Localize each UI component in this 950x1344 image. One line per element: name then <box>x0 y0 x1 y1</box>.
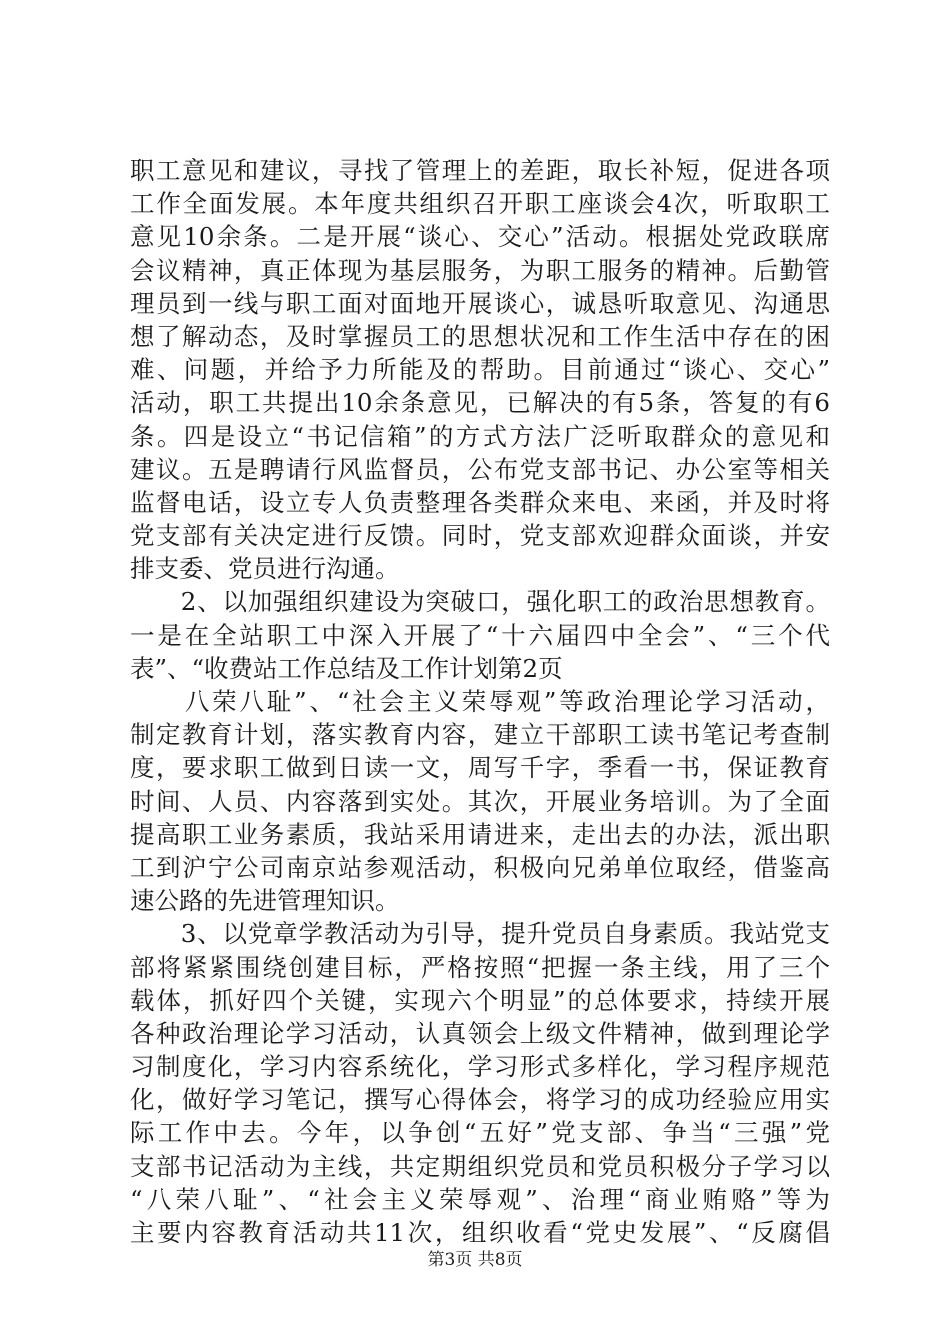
text-line: 习制度化，学习内容系统化，学习形式多样化，学习程序规范 <box>130 1052 830 1082</box>
text-line: 监督电话，设立专人负责整理各类群众来电、来函，并及时将 <box>130 487 830 517</box>
text-line: 想了解动态，及时掌握员工的思想状况和工作生活中存在的困 <box>130 321 830 351</box>
text-line: 度，要求职工做到日读一文，周写千字，季看一书，保证教育 <box>130 753 830 783</box>
text-line: 时间、人员、内容落到实处。其次，开展业务培训。为了全面 <box>130 786 830 816</box>
document-body <box>130 154 830 1249</box>
text-line: 部将紧紧围绕创建目标，严格按照“把握一条主线，用了三个 <box>130 952 830 982</box>
text-line: 支部书记活动为主线，共定期组织党员和党员积极分子学习以 <box>130 1151 830 1181</box>
text-line: 活动，职工共提出10余条意见，已解决的有5条，答复的有6 <box>130 388 830 418</box>
text-line: 提高职工业务素质，我站采用请进来，走出去的办法，派出职 <box>130 819 830 849</box>
text-line: “八荣八耻”、“社会主义荣辱观”、治理“商业贿赂”等为 <box>130 1184 830 1214</box>
text-line: 表”、“收费站工作总结及工作计划第2页 <box>130 653 563 683</box>
text-line: 理员到一线与职工面对面地开展谈心，诚恳听取意见、沟通思 <box>130 288 830 318</box>
text-line: 化，做好学习笔记，撰写心得体会，将学习的成功经验应用实 <box>130 1085 830 1115</box>
text-line: 际工作中去。今年，以争创“五好”党支部、争当“三强”党 <box>130 1118 830 1148</box>
text-line: 3、以党章学教活动为引导，提升党员自身素质。我站党支 <box>130 919 830 949</box>
text-line: 八荣八耻”、“社会主义荣辱观”等政治理论学习活动， <box>130 687 830 716</box>
text-line: 党支部有关决定进行反馈。同时，党支部欢迎群众面谈，并安 <box>130 521 830 551</box>
text-line: 条。四是设立“书记信箱”的方式方法广泛听取群众的意见和 <box>130 421 830 451</box>
text-line: 2、以加强组织建设为突破口，强化职工的政治思想教育。 <box>130 587 830 617</box>
text-line: 各种政治理论学习活动，认真领会上级文件精神，做到理论学 <box>130 1018 830 1048</box>
text-line: 工到沪宁公司南京站参观活动，积极向兄弟单位取经，借鉴高 <box>130 852 830 882</box>
text-line: 会议精神，真正体现为基层服务，为职工服务的精神。后勤管 <box>130 255 830 285</box>
text-line: 主要内容教育活动共11次，组织收看“党史发展”、“反腐倡 <box>130 1218 830 1247</box>
text-line: 一是在全站职工中深入开展了“十六届四中全会”、“三个代 <box>130 620 830 650</box>
text-line: 速公路的先进管理知识。 <box>130 886 400 916</box>
text-line: 载体，抓好四个关键，实现六个明显”的总体要求，持续开展 <box>130 985 830 1015</box>
text-line: 意见10余条。二是开展“谈心、交心”活动。根据处党政联席 <box>130 222 830 252</box>
text-line: 制定教育计划，落实教育内容，建立干部职工读书笔记考查制 <box>130 720 830 750</box>
text-line: 建议。五是聘请行风监督员，公布党支部书记、办公室等相关 <box>130 454 830 484</box>
text-line: 难、问题，并给予力所能及的帮助。目前通过“谈心、交心” <box>130 355 830 385</box>
page-footer: 第3页 共8页 <box>427 1250 523 1270</box>
text-line: 职工意见和建议，寻找了管理上的差距，取长补短，促进各项 <box>130 156 830 185</box>
text-line: 工作全面发展。本年度共组织召开职工座谈会4次，听取职工 <box>130 189 830 219</box>
text-line: 排支委、党员进行沟通。 <box>130 554 400 584</box>
